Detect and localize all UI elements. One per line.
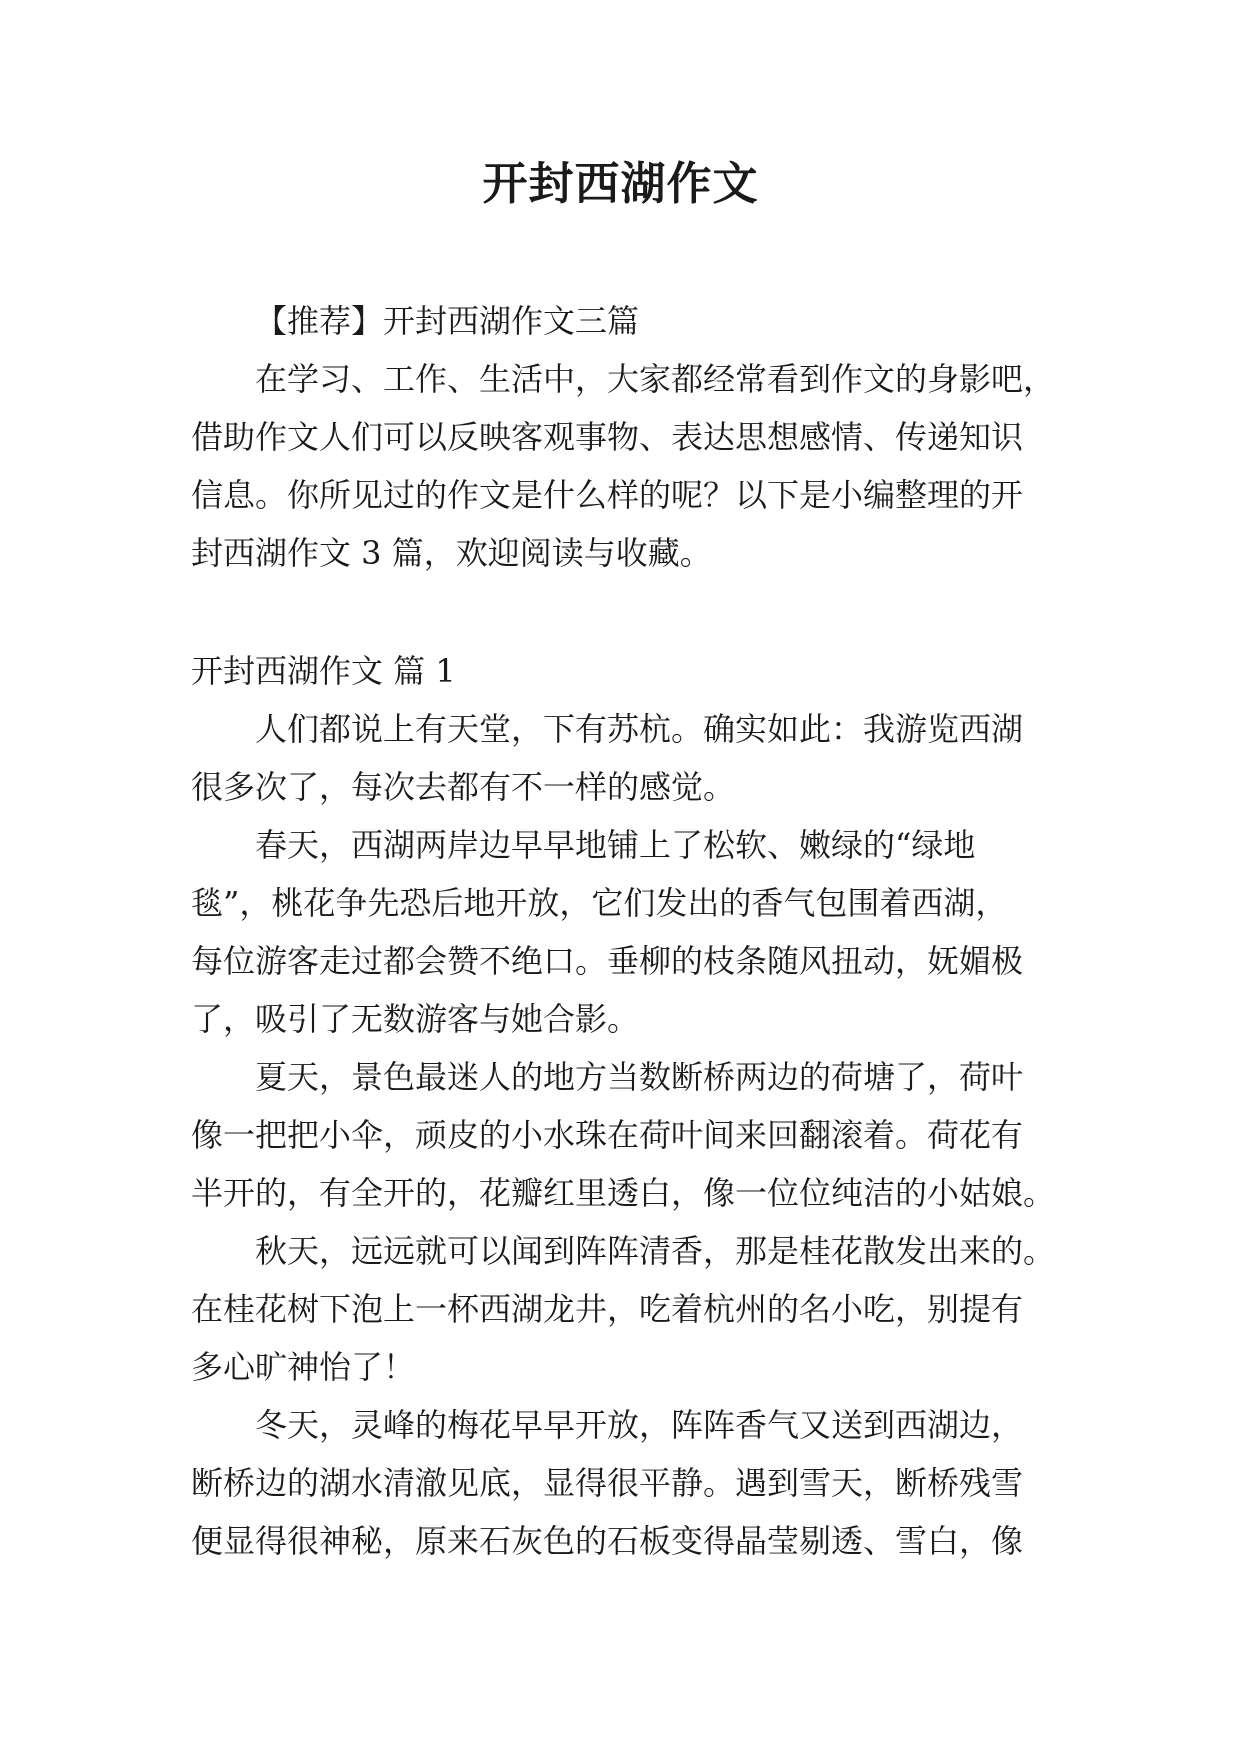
intro-line: 在学习、工作、生活中，大家都经常看到作文的身影吧， xyxy=(255,360,1056,398)
section-line: 在桂花树下泡上一杯西湖龙井，吃着杭州的名小吃，别提有 xyxy=(191,1290,1024,1328)
section-paragraph-2 xyxy=(191,816,1051,1048)
section-paragraph-1 xyxy=(191,700,1051,816)
intro-line: 信息。你所见过的作文是什么样的呢？以下是小编整理的开 xyxy=(191,476,1024,514)
document-body xyxy=(191,292,1056,1570)
section-paragraph-3 xyxy=(191,1048,1056,1222)
section-line: 像一把把小伞，顽皮的小水珠在荷叶间来回翻滚着。荷花有 xyxy=(191,1116,1024,1154)
section-line: 多心旷神怡了！ xyxy=(191,1348,416,1386)
section-line: 春天，西湖两岸边早早地铺上了松软、嫩绿的“绿地 xyxy=(255,826,976,864)
section-line: 每位游客走过都会赞不绝口。垂柳的枝条随风扭动，妩媚极 xyxy=(191,942,1024,980)
section-heading: 开封西湖作文 篇 1 xyxy=(191,652,456,690)
section-line: 半开的，有全开的，花瓣红里透白，像一位位纯洁的小姑娘。 xyxy=(191,1174,1056,1212)
section-paragraph-5 xyxy=(191,1396,1051,1570)
recommend-line: 【推荐】开封西湖作文三篇 xyxy=(255,302,640,340)
section-line: 人们都说上有天堂，下有苏杭。确实如此：我游览西湖 xyxy=(255,710,1024,748)
section-line: 很多次了，每次去都有不一样的感觉。 xyxy=(191,768,736,806)
section-line: 夏天，景色最迷人的地方当数断桥两边的荷塘了，荷叶 xyxy=(255,1058,1024,1096)
intro-line: 借助作文人们可以反映客观事物、表达思想感情、传递知识 xyxy=(191,418,1024,456)
intro-paragraph xyxy=(191,350,1056,582)
section-paragraph-4 xyxy=(191,1222,1056,1396)
section-line: 毯”，桃花争先恐后地开放，它们发出的香气包围着西湖， xyxy=(191,884,1008,922)
section-line: 便显得很神秘，原来石灰色的石板变得晶莹剔透、雪白，像 xyxy=(191,1522,1024,1560)
section-line: 了，吸引了无数游客与她合影。 xyxy=(191,1000,640,1038)
section-line: 断桥边的湖水清澈见底，显得很平静。遇到雪天，断桥残雪 xyxy=(191,1464,1024,1502)
intro-line: 封西湖作文 3 篇，欢迎阅读与收藏。 xyxy=(191,534,712,572)
document-title: 开封西湖作文 xyxy=(482,157,759,210)
section-line: 秋天，远远就可以闻到阵阵清香，那是桂花散发出来的。 xyxy=(255,1232,1056,1270)
section-line: 冬天，灵峰的梅花早早开放，阵阵香气又送到西湖边， xyxy=(255,1406,1024,1444)
